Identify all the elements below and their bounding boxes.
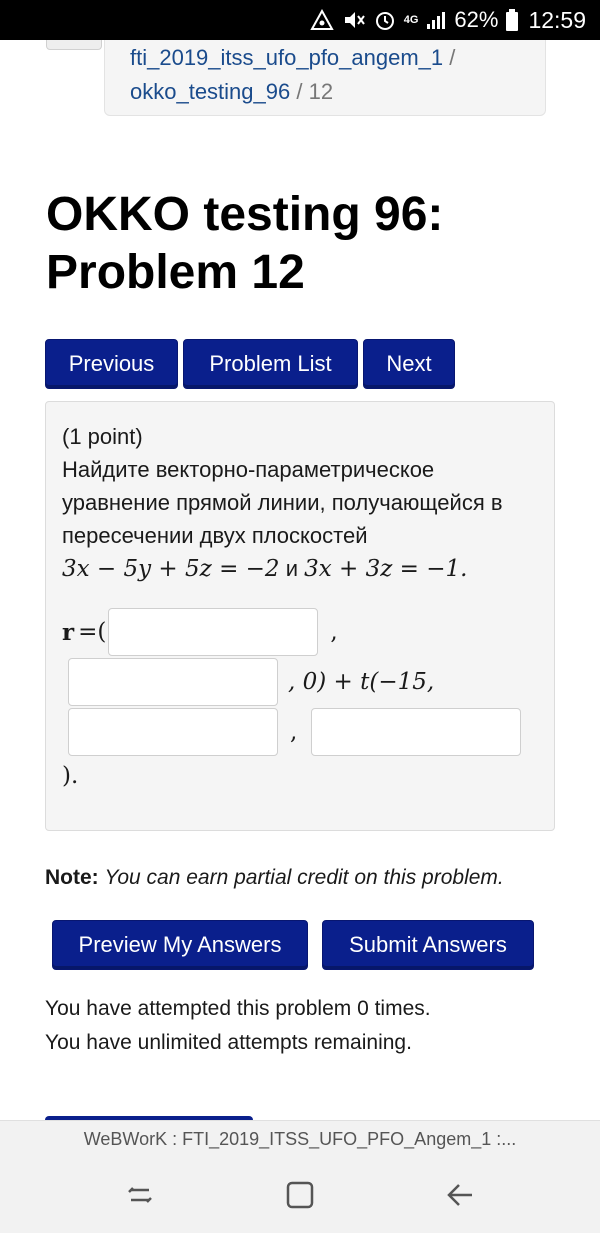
problem-points: (1 point) <box>62 424 143 449</box>
attempts-info <box>45 992 431 1060</box>
answer-row-2 <box>68 658 434 706</box>
close-paren: ). <box>62 763 79 789</box>
network-type: 4G <box>403 14 419 26</box>
answer-row-3 <box>68 708 521 756</box>
page-title: OKKO testing 96: Problem 12 <box>46 188 444 299</box>
back-icon[interactable] <box>445 1182 475 1208</box>
problem-equations <box>62 552 538 586</box>
next-button[interactable]: Next <box>363 339 455 389</box>
alarm-icon <box>374 9 396 31</box>
breadcrumb <box>104 40 546 116</box>
signal-icon <box>426 10 446 30</box>
problem-text: Найдите векторно-параметрическое уравнение прямой линии, получающейся в пересечении двух плоскостей <box>62 457 503 548</box>
breadcrumb-separator: / <box>296 79 303 104</box>
conjunction: и <box>285 556 298 581</box>
problem-body <box>45 401 555 831</box>
battery-icon <box>506 9 518 31</box>
answer-actions <box>52 920 534 970</box>
direction-text: , 0) + t(−15, <box>288 668 435 695</box>
breadcrumb-separator: / <box>449 45 456 70</box>
recent-apps-icon[interactable] <box>125 1182 155 1208</box>
answer-input-1[interactable] <box>108 608 318 656</box>
answer-input-4[interactable] <box>311 708 521 756</box>
clock: 12:59 <box>528 6 586 33</box>
browser-tab-title[interactable]: WeBWorK : FTI_2019_ITSS_UFO_PFO_Angem_1 :... <box>0 1120 600 1156</box>
comma: , <box>290 718 298 745</box>
plane-equation-2: 3x + 3z = −1. <box>304 556 468 582</box>
breadcrumb-course-link[interactable]: fti_2019_itss_ufo_pfo_angem_1 <box>130 45 444 70</box>
answer-row-4 <box>62 760 78 793</box>
note-text: You can earn partial credit on this problem. <box>104 866 504 889</box>
answer-input-2[interactable] <box>68 658 278 706</box>
breadcrumb-problem: 12 <box>308 79 334 104</box>
status-bar <box>0 0 600 40</box>
battery-percent: 62% <box>454 7 499 32</box>
header-button-stub[interactable] <box>46 40 102 50</box>
previous-button[interactable]: Previous <box>45 339 178 389</box>
breadcrumb-set-link[interactable]: okko_testing_96 <box>130 79 291 104</box>
answer-input-3[interactable] <box>68 708 278 756</box>
comma: , <box>330 618 338 645</box>
attempts-remaining: You have unlimited attempts remaining. <box>45 1031 412 1054</box>
submit-answers-button[interactable]: Submit Answers <box>322 920 534 970</box>
note-label: Note: <box>45 866 99 889</box>
r-vector-label: r <box>62 618 75 646</box>
page <box>0 40 600 1120</box>
android-navigation-bar <box>0 1156 600 1233</box>
preview-answers-button[interactable]: Preview My Answers <box>52 920 308 970</box>
home-icon[interactable] <box>285 1180 315 1210</box>
answer-row-1 <box>62 608 338 656</box>
data-saver-icon <box>310 9 334 31</box>
attempts-count: You have attempted this problem 0 times. <box>45 997 431 1020</box>
partial-credit-note <box>45 866 504 890</box>
open-paren: =( <box>78 618 107 645</box>
mute-icon <box>342 9 366 31</box>
problem-list-button[interactable]: Problem List <box>183 339 358 389</box>
problem-nav <box>45 339 455 389</box>
plane-equation-1: 3x − 5y + 5z = −2 <box>62 556 280 582</box>
